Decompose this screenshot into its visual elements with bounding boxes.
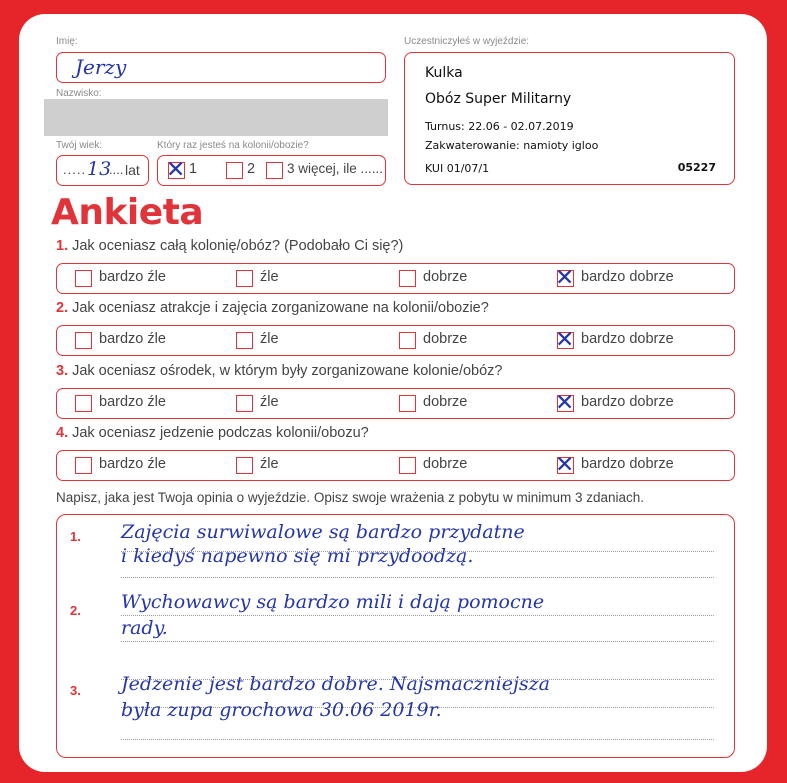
ruled-line (121, 615, 714, 616)
opinion-prompt: Napisz, jaka jest Twoja opinia o wyjeździe. Opisz swoje wrażenia z pobytu w minimum 3 zdaniach. (56, 490, 645, 505)
handwritten-line: była zupa grochowa 30.06 2019r. (121, 699, 442, 721)
name-field[interactable] (56, 52, 386, 83)
answer-checkbox[interactable] (75, 395, 92, 412)
answer-checkbox[interactable] (236, 332, 253, 349)
opinion-number: 1. (70, 529, 81, 544)
answer-checkbox[interactable] (75, 270, 92, 287)
check-mark-icon: ✕ (555, 265, 575, 291)
ruled-line (121, 641, 714, 642)
handwritten-line: rady. (121, 617, 168, 639)
turnus: Turnus: 22.06 - 02.07.2019 (425, 120, 574, 133)
answer-row-3 (56, 388, 735, 419)
camp-name: Obóz Super Militarny (425, 91, 572, 107)
handwritten-line: Jedzenie jest bardzo dobre. Najsmaczniejsza (121, 673, 550, 695)
answer-checkbox[interactable] (75, 457, 92, 474)
name-label: Imię: (56, 36, 78, 47)
answer-checkbox[interactable] (236, 457, 253, 474)
form-number: 05227 (677, 161, 716, 174)
answer-option-label: dobrze (423, 269, 468, 285)
survey-sheet (19, 14, 767, 772)
answer-row-1 (56, 263, 735, 294)
name-value: Jerzy (75, 55, 127, 79)
answer-checkbox[interactable] (399, 270, 416, 287)
survey-title: Ankieta (51, 192, 204, 233)
answer-checkbox[interactable] (399, 395, 416, 412)
ruled-line (121, 739, 714, 740)
answer-option-label: źle (260, 331, 279, 347)
answer-checkbox[interactable] (399, 457, 416, 474)
age-dots: ..... (63, 162, 87, 177)
answer-checkbox[interactable] (399, 332, 416, 349)
participant-label: Uczestniczyłeś w wyjeździe: (404, 36, 530, 47)
question-text: Jak oceniasz całą kolonię/obóz? (Podobało Ci się?) (72, 238, 404, 254)
answer-option-label: dobrze (423, 394, 468, 410)
answer-option-label: bardzo źle (99, 331, 166, 347)
answer-option-label: źle (260, 269, 279, 285)
question-number: 1. (56, 238, 69, 254)
age-label: Twój wiek: (56, 140, 103, 151)
answer-row-2 (56, 325, 735, 356)
times-option-1: 1 (189, 161, 198, 177)
question-text: Jak oceniasz ośrodek, w którym były zorganizowane kolonie/obóz? (72, 363, 503, 379)
question-4 (56, 425, 369, 441)
answer-option-label: bardzo źle (99, 456, 166, 472)
opinion-box[interactable] (56, 514, 735, 758)
times-checkbox-3[interactable] (266, 162, 283, 179)
question-1 (56, 238, 403, 254)
question-2 (56, 300, 489, 316)
answer-checkbox[interactable] (555, 390, 575, 416)
check-mark-icon: ✕ (555, 452, 575, 478)
answer-option-label: bardzo źle (99, 394, 166, 410)
answer-option-label: bardzo źle (99, 269, 166, 285)
answer-option-label: dobrze (423, 331, 468, 347)
answer-option-label: dobrze (423, 456, 468, 472)
question-text: Jak oceniasz jedzenie podczas kolonii/obozu? (72, 425, 369, 441)
answer-checkbox[interactable] (555, 327, 575, 353)
question-text: Jak oceniasz atrakcje i zajęcia zorganizowane na kolonii/obozie? (72, 300, 489, 316)
answer-row-4 (56, 450, 735, 481)
answer-checkbox[interactable] (75, 332, 92, 349)
accommodation: Zakwaterowanie: namioty igloo (425, 139, 599, 152)
times-checkbox-2[interactable] (226, 162, 243, 179)
camp-code: KUI 01/07/1 (425, 162, 490, 175)
age-unit: lat (125, 162, 140, 178)
participant-info-box (404, 52, 735, 185)
surname-redacted (44, 99, 388, 136)
answer-option-label: bardzo dobrze (581, 269, 674, 285)
times-option-2: 2 (247, 161, 256, 177)
answer-option-label: bardzo dobrze (581, 456, 674, 472)
age-field[interactable] (56, 155, 149, 186)
answer-option-label: źle (260, 394, 279, 410)
times-checkbox-1[interactable]: ✕ (166, 157, 186, 183)
answer-option-label: bardzo dobrze (581, 331, 674, 347)
age-value: 13 (87, 158, 112, 180)
question-number: 4. (56, 425, 69, 441)
surname-label: Nazwisko: (56, 88, 102, 99)
question-3 (56, 363, 502, 379)
participant-name: Kulka (425, 65, 463, 81)
times-label: Który raz jesteś na kolonii/obozie? (157, 140, 309, 151)
answer-option-label: źle (260, 456, 279, 472)
handwritten-line: Wychowawcy są bardzo mili i dają pomocne (121, 591, 545, 613)
answer-option-label: bardzo dobrze (581, 394, 674, 410)
check-mark-icon: ✕ (555, 390, 575, 416)
times-option-3: 3 więcej, ile ...... (287, 161, 384, 176)
age-dots-2: .... (109, 162, 124, 177)
times-field (157, 155, 386, 186)
answer-checkbox[interactable] (555, 452, 575, 478)
answer-checkbox[interactable] (236, 270, 253, 287)
handwritten-line: Zajęcia surwiwalowe są bardzo przydatne (121, 521, 525, 543)
opinion-number: 2. (70, 603, 81, 618)
answer-checkbox[interactable] (236, 395, 253, 412)
answer-checkbox[interactable] (555, 265, 575, 291)
handwritten-line: i kiedyś napewno się mi przydoodzą. (121, 545, 474, 567)
opinion-number: 3. (70, 683, 81, 698)
check-mark-icon: ✕ (555, 327, 575, 353)
question-number: 2. (56, 300, 69, 316)
question-number: 3. (56, 363, 69, 379)
ruled-line (121, 577, 714, 578)
